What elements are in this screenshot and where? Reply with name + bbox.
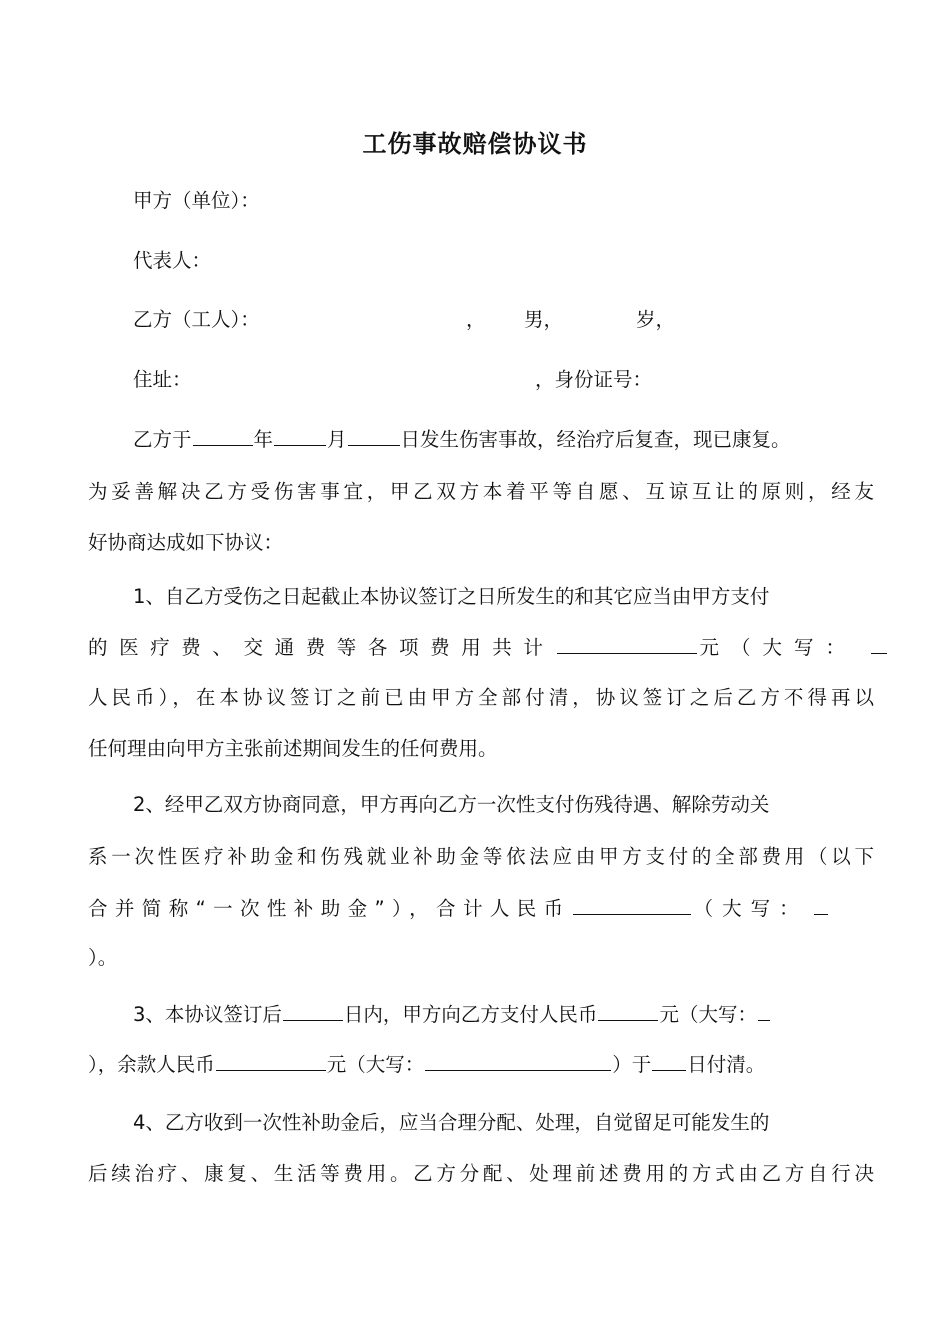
year-blank bbox=[193, 425, 253, 446]
clause3-text: 元（大写： bbox=[326, 1053, 425, 1076]
intro-line-1 bbox=[133, 425, 791, 455]
id-number-label: ，身份证号： bbox=[535, 368, 653, 391]
clause1-text: 元（大写： bbox=[699, 636, 858, 659]
day-blank bbox=[348, 425, 400, 446]
intro-line-2: 为妥善解决乙方受伤害事宜，甲乙双方本着平等自愿、互谅互让的原则，经友 bbox=[88, 480, 874, 503]
party-b-label: 乙方（工人）： bbox=[133, 308, 260, 331]
clause3-line-1 bbox=[133, 1000, 771, 1030]
balance-capital-blank bbox=[425, 1050, 611, 1071]
clause3-text: 3、本协议签订后 bbox=[133, 1003, 282, 1026]
amount-blank bbox=[557, 633, 697, 654]
balance-amount-blank bbox=[216, 1050, 326, 1071]
clause2-line-3 bbox=[88, 894, 874, 924]
party-b-gender: 男， bbox=[524, 308, 564, 331]
capital-amount-blank bbox=[814, 894, 828, 915]
clause1-line-1: 1、自乙方受伤之日起截止本协议签订之日所发生的和其它应当由甲方支付 bbox=[133, 585, 770, 608]
party-a-label: 甲方（单位）： bbox=[133, 189, 260, 212]
payment-amount-blank bbox=[598, 1000, 658, 1021]
due-day-blank bbox=[652, 1050, 686, 1071]
clause3-text: ），余款人民币 bbox=[88, 1053, 215, 1076]
party-b-age: 岁， bbox=[636, 308, 676, 331]
clause3-text: 日内，甲方向乙方支付人民币 bbox=[343, 1003, 598, 1026]
representative-label: 代表人： bbox=[133, 249, 212, 272]
clause3-text: ）于 bbox=[612, 1053, 652, 1076]
clause3-text: 元（大写： bbox=[659, 1003, 757, 1026]
clause2-text: （大写： bbox=[693, 897, 808, 920]
clause1-line-4: 任何理由向甲方主张前述期间发生的任何费用。 bbox=[88, 737, 498, 760]
document-title: 工伤事故赔偿协议书 bbox=[362, 130, 588, 158]
clause2-line-1: 2、经甲乙双方协商同意，甲方再向乙方一次性支付伤残待遇、解除劳动关 bbox=[133, 793, 770, 816]
days-blank bbox=[283, 1000, 343, 1021]
address-label: 住址： bbox=[133, 368, 192, 391]
clause2-line-4: ）。 bbox=[88, 946, 118, 969]
clause1-line-3: 人民币），在本协议签订之前已由甲方全部付清，协议签订之后乙方不得再以 bbox=[88, 686, 874, 709]
lump-sum-blank bbox=[573, 894, 691, 915]
clause3-line-2 bbox=[88, 1050, 765, 1080]
intro-text: 日发生伤害事故，经治疗后复查，现已康复。 bbox=[400, 428, 791, 451]
clause2-text: 合并简称“一次性补助金”），合计人民币 bbox=[88, 897, 571, 920]
party-b-separator: ， bbox=[466, 308, 486, 331]
clause1-text: 的医疗费、交通费等各项费用共计 bbox=[88, 636, 555, 659]
intro-text: 乙方于 bbox=[133, 428, 192, 451]
intro-text: 年 bbox=[253, 428, 274, 451]
clause2-line-2: 系一次性医疗补助金和伤残就业补助金等依法应由甲方支付的全部费用（以下 bbox=[88, 845, 874, 868]
clause4-line-2: 后续治疗、康复、生活等费用。乙方分配、处理前述费用的方式由乙方自行决 bbox=[88, 1162, 874, 1185]
capital-amount-blank bbox=[758, 1000, 770, 1021]
clause4-line-1: 4、乙方收到一次性补助金后，应当合理分配、处理，自觉留足可能发生的 bbox=[133, 1111, 770, 1134]
month-blank bbox=[274, 425, 326, 446]
capital-amount-blank bbox=[871, 633, 887, 654]
clause3-text: 日付清。 bbox=[687, 1053, 766, 1076]
intro-text: 月 bbox=[327, 428, 347, 451]
intro-line-3: 好协商达成如下协议： bbox=[88, 531, 284, 554]
clause1-line-2 bbox=[88, 633, 874, 663]
